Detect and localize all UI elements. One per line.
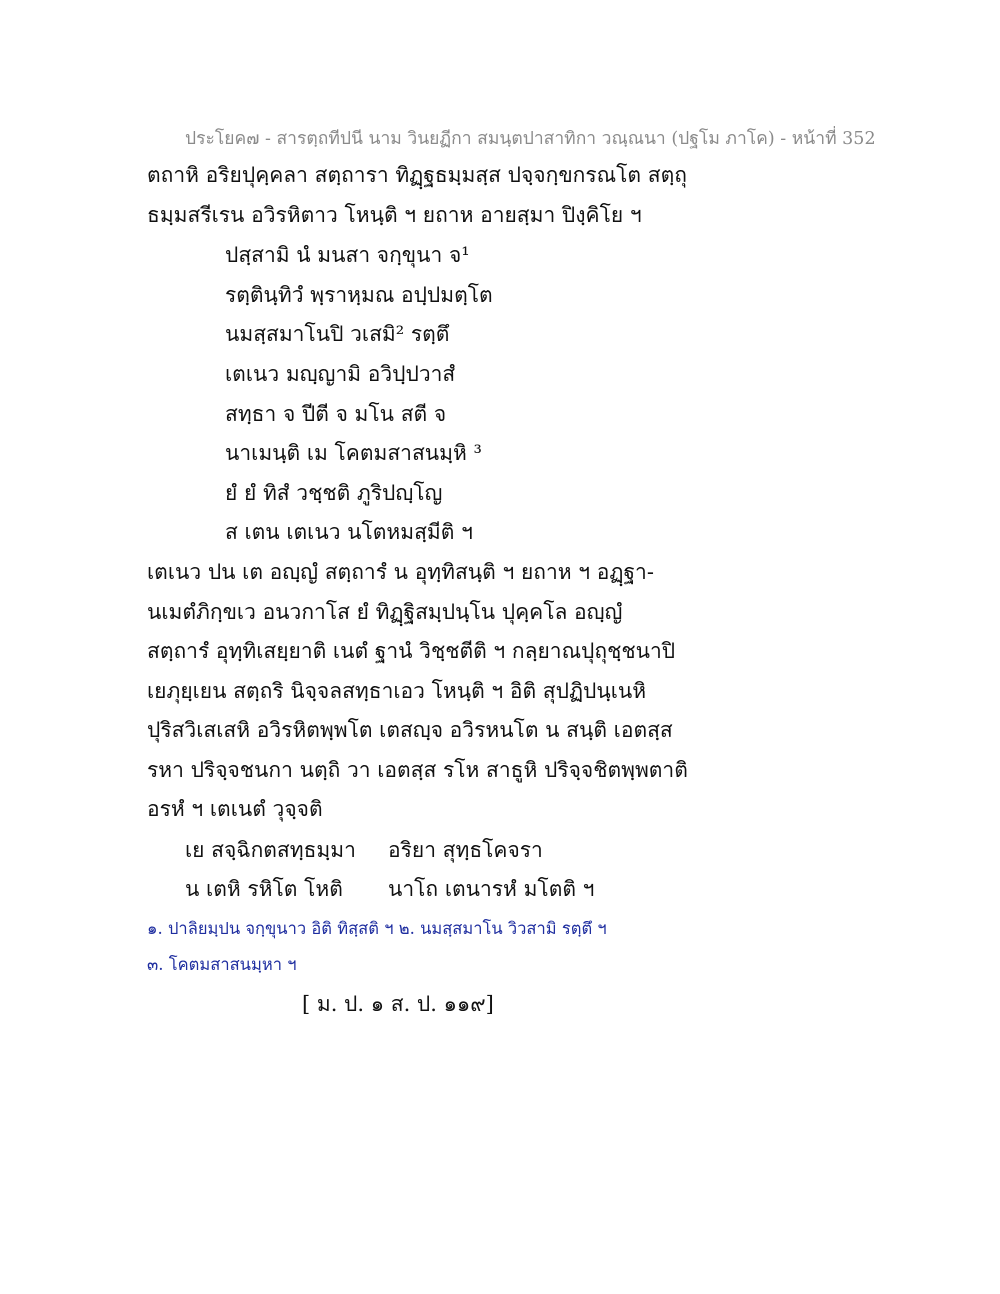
verse-line: ส เตน เตเนว นโตหมสฺมีติ ฯ xyxy=(225,520,473,544)
verse-line: รตฺตินฺทิวํ พฺราหฺมณ อปฺปมตฺโต xyxy=(225,283,493,307)
verse-line: นมสฺสมาโนปิ วเสมิ² รตฺตึ xyxy=(225,322,450,346)
prose-line: รหา ปริจฺจชนกา นตฺถิ วา เอตสฺส รโห สาธูหิ ปริจฺจชิตพฺพตาติ xyxy=(147,758,688,782)
page-reference: [ ม. ป. ๑ ส. ป. ๑๑๙] xyxy=(302,992,494,1016)
prose-line: อรหํ ฯ เตเนตํ วุจฺจติ xyxy=(147,797,323,821)
prose-line: ตถาหิ อริยปุคฺคลา สตฺถารา ทิฏฺฐธมฺมสฺส ปจฺจกฺขกรณโต สตฺถุ xyxy=(147,163,687,187)
prose-line: ปุริสวิเสเสหิ อวิรหิตพฺพโต เตสญฺจ อวิรหนโต น สนฺติ เอตสฺส xyxy=(147,718,673,742)
prose-line: สตฺถารํ อุทฺทิเสยฺยาติ เนตํ ฐานํ วิชฺชตีติ ฯ กลฺยาณปุถุชฺชนาปิ xyxy=(147,639,676,663)
prose-line: เยภุยฺเยน สตฺถริ นิจฺจลสทฺธาเอว โหนฺติ ฯ อิติ สุปฏิปนฺเนหิ xyxy=(147,679,647,703)
verse-line: เตเนว มญฺญามิ อวิปฺปวาสํ xyxy=(225,362,456,386)
stanza-left: น เตหิ รหิโต โหติ xyxy=(185,877,343,901)
verse-line: สทฺธา จ ปีตี จ มโน สตี จ xyxy=(225,402,447,426)
verse-line: นาเมนฺติ เม โคตมสาสนมฺหิ ³ xyxy=(225,441,482,465)
prose-line: นเมตํภิกฺขเว อนวกาโส ยํ ทิฏฺฐิสมฺปนฺโน ปุคฺคโล อญฺญํ xyxy=(147,600,623,624)
verse-line: ยํ ยํ ทิสํ วชฺชติ ภูริปญฺโญ xyxy=(225,481,443,505)
prose-line: ธมฺมสรีเรน อวิรหิตาว โหนฺติ ฯ ยถาห อายสฺมา ปิงฺคิโย ฯ xyxy=(147,203,642,227)
prose-line: เตเนว ปน เต อญฺญํ สตฺถารํ น อุทฺทิสนฺติ ฯ ยถาห ฯ อฏฺฐา- xyxy=(147,560,654,584)
stanza-right: นาโถ เตนารหํ มโตติ ฯ xyxy=(388,877,595,901)
verse-line: ปสฺสามิ นํ มนสา จกฺขุนา จ¹ xyxy=(225,243,470,267)
footnote-line: ๑. ปาลิยมฺปน จกฺขุนาว อิติ ทิสฺสติ ฯ ๒. นมสฺสมาโน วิวสามิ รตฺตึ ฯ xyxy=(147,919,607,938)
stanza-right: อริยา สุทฺธโคจรา xyxy=(388,838,543,862)
footnote-line: ๓. โคตมสาสนมฺหา ฯ xyxy=(147,955,297,974)
stanza-left: เย สจฺฉิกตสทฺธมฺมา xyxy=(185,838,356,862)
page-header: ประโยค๗ - สารตฺถทีปนี นาม วินยฏีกา สมนฺตปาสาทิกา วณฺณนา (ปฐโม ภาโค) - หน้าที่ 352 xyxy=(185,129,876,149)
